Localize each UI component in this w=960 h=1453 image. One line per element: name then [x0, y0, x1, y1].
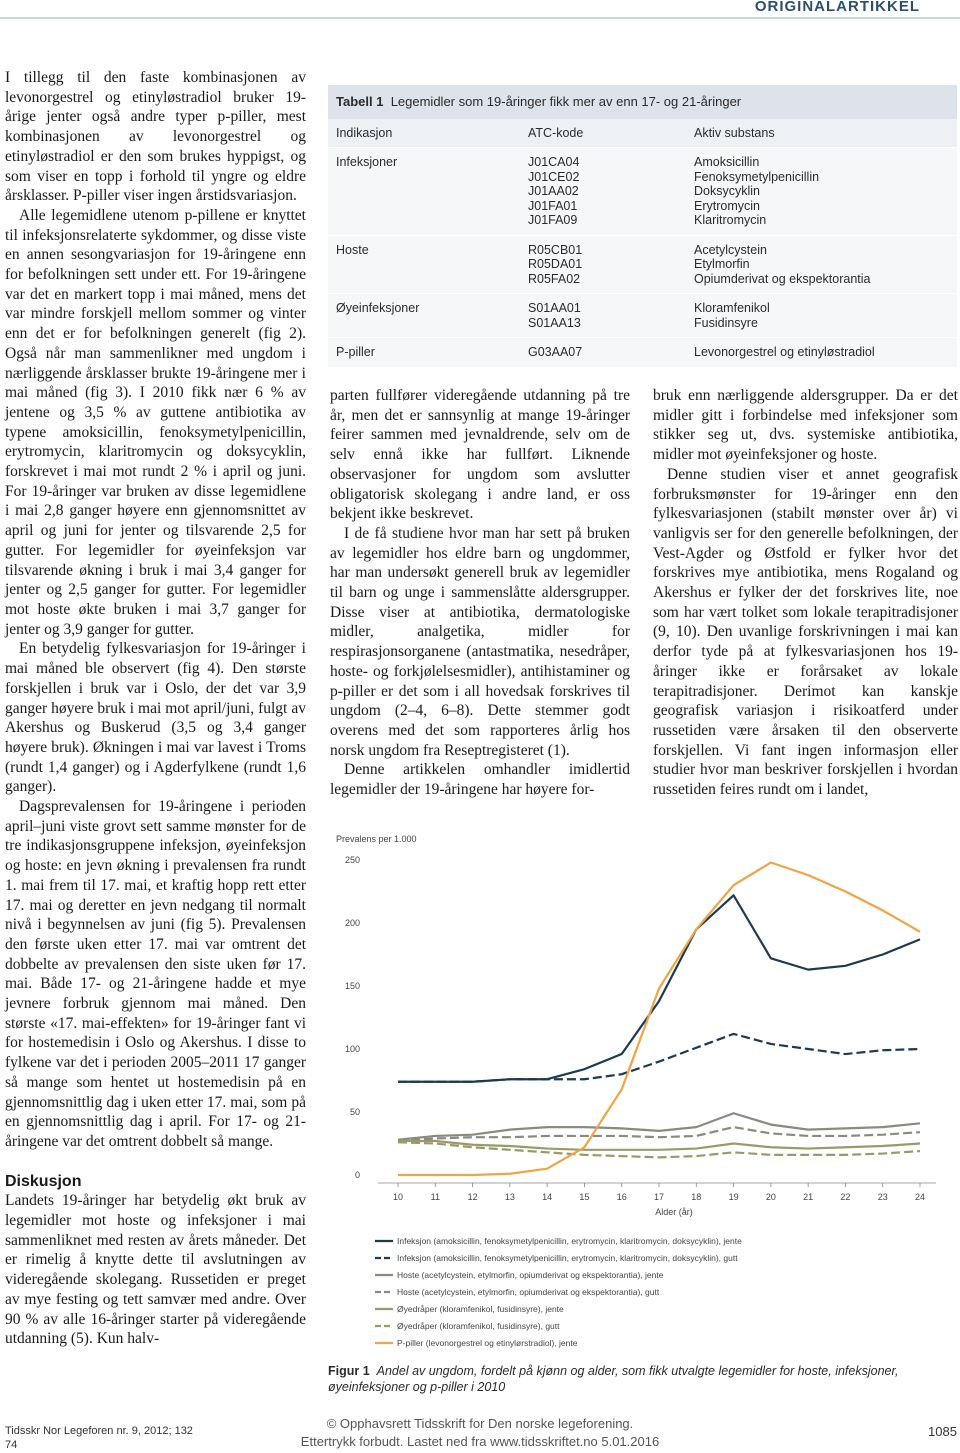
legend-item	[375, 1318, 935, 1335]
legend-label: P-piller (levonorgestrel og etinylørstradiol), jente	[397, 1338, 578, 1348]
subpage-number: 74	[5, 1439, 18, 1451]
paragraph: En betydelig fylkesvariasjon for 19-åringer i mai måned ble observert (fig 4). Den største forskjellen i bruk var i Oslo, der det var 3,9 ganger høyere bruk i mai mot april/juni, fulgt av Akershus og Buskerud (3,5 og 3,4 ganger høyere bruk). Økningen i mai var lavest i Troms (rundt 1,4 ganger) og i Agderfylkene (rundt 1,6 ganger).	[5, 640, 306, 796]
table-cell: Kloramfenikol	[694, 301, 770, 315]
table-cell: Doksycyklin	[694, 184, 760, 198]
table-row	[328, 235, 957, 294]
legend-swatch	[375, 1289, 393, 1295]
column-1	[5, 68, 306, 1349]
table-cell: Levonorgestrel og etinyløstradiol	[694, 345, 875, 359]
x-tick-label: 24	[914, 1192, 926, 1202]
column-3	[653, 386, 958, 800]
table-cell: J01CA04	[528, 155, 580, 169]
x-tick-label: 19	[728, 1192, 739, 1202]
legend-item	[375, 1250, 935, 1267]
table-cell: J01FA09	[528, 213, 578, 227]
section-label: ORIGINALARTIKKEL	[754, 0, 920, 15]
series-line	[398, 1034, 920, 1082]
table-cell: R05CB01	[528, 242, 583, 257]
table-1	[328, 85, 957, 367]
table-cell: Amoksicillin	[694, 155, 760, 169]
x-tick-label: 21	[803, 1192, 814, 1202]
paragraph: Dagsprevalensen for 19-åringene i perioden april–juni viste grovt sett samme mønster for de tre indikasjonsgruppene infeksjon, øyeinfeksjon og hoste: en jevn økning i prevalensen fra rundt 1. mai frem til 17. mai, et kraftig hopp rett etter 17. mai og deretter en jevn nedgang til normalt nivå i begynnelsen av juni (fig 5). Prevalensen den første uken etter 17. mai var omtrent det dobbelte av prevalensen den siste uken før 17. mai. Både 17- og 21-åringene hadde et mye jevnere forbruk gjennom mai måned. Den største «17. mai-effekten» for 19-åringer fant vi for hostemedisin i Oslo og Akershus. I disse to fylkene var det i perioden 2005–2011 17 ganger så mange som hentet ut hostemedisin på en gjennomsnittlig dag i uken etter 17. mai, som på en gjennomsnittlig dag i april. For 17- og 21-åringene var det omtrent dobbelt så mange.	[5, 798, 306, 1150]
y-tick-label: 100	[344, 1044, 360, 1054]
table-cell: J01AA02	[528, 184, 579, 198]
x-tick-label: 16	[616, 1192, 627, 1202]
x-axis-label: Alder (år)	[655, 1207, 693, 1217]
table-cell: Fenoksymetylpenicillin	[694, 169, 820, 184]
paragraph: Alle legemidlene utenom p-pillene er knyttet til infeksjonsrelaterte sykdommer, og disse viste en annen sesongvariasjon for 19-åringene enn for befolkningen sett under ett. For 19-åringene var det en markert topp i mai måned, mens det var mindre forskjell mellom sommer og vinter enn det er for befolkningen generelt (fig 2). Også når man sammenlikner med ungdom i nærliggende årsklasser brukte 19-åringene mer i mai måned (fig 3). I 2010 fikk nær 6 % av jentene og 3,5 % av guttene antibiotika av typene amoksicillin, fenoksymetylpenicillin, erytromycin, klaritromycin og doksycyklin, forskrevet i mai mot rundt 2 % i april og juni. For 19-åringer var bruken av disse legemidlene i mai 2,8 ganger høyere enn gjennomsnittet av april og juni for jenter og tilsvarende 2,5 for gutter. For legemidler for øyeinfeksjon var tilsvarende økning i bruk i mai 3,4 ganger for jenter og 2,5 ganger for gutter. For legemidler mot hoste økte bruken i mai 3,7 ganger for jenter og 3,9 ganger for gutter.	[5, 206, 306, 638]
table-cell: Hoste	[336, 242, 369, 257]
legend-swatch	[375, 1238, 393, 1244]
paragraph: Landets 19-åringer har betydelig økt bruk av legemidler mot hoste og infeksjoner i mai sammenliknet med resten av årets måneder. Det er rimelig å knytte dette til avslutningen av videregående skolegang. Russetiden er preget av mye festing og tett samvær med andre. Over 90 % av alle 16-åringer starter på videregående utdanning (5). Kun halv-	[5, 1192, 306, 1348]
table-title: Legemidler som 19-åringer fikk mer av enn 17- og 21-åringer	[390, 94, 742, 109]
legend-item	[375, 1233, 935, 1250]
x-tick-label: 10	[392, 1192, 404, 1202]
paragraph: I de få studiene hvor man har sett på bruken av legemidler hos eldre barn og ungdommer, har man undersøkt generell bruk av legemidler til barn og unge i sammenslåtte aldersgrupper. Disse viser at antibiotika, dermatologiske midler, analgetika, midler for respirasjonsorganene (antastmatika, nesedråper, hoste- og forkjølelsesmidler), antihistaminer og p-piller er det som i all hovedsak forskrives til ungdom (2–4, 6–8). Dette stemmer godt overens med det som rapporteres årlig hos norsk ungdom fra Reseptregisteret (1).	[330, 524, 630, 759]
x-tick-label: 11	[430, 1192, 440, 1202]
paragraph: Denne artikkelen omhandler imidlertid legemidler der 19-åringene har høyere for-	[330, 761, 630, 799]
x-tick-label: 20	[765, 1192, 776, 1202]
table-header-cell: Aktiv substans	[694, 126, 775, 140]
x-tick-label: 22	[840, 1192, 851, 1202]
paragraph: I tillegg til den faste kombinasjonen av levonorgestrel og etinyløstradiol bruker 19-årige jenter også andre typer p-piller, mest kombinasjonen av levonorgestrel og etinyløstradiol er den som brukes hyppigst, og som viser en topp i forhold til yngre og eldre årsklasser. P-piller viser ingen årstidsvariasjon.	[5, 69, 306, 205]
legend-label: Infeksjon (amoksicillin, fenoksymetylpenicillin, erytromycin, klaritromycin, doksycyklin), gutt	[397, 1253, 738, 1263]
x-tick-label: 15	[579, 1192, 590, 1202]
table-cell: J01FA01	[528, 198, 578, 213]
x-tick-label: 12	[467, 1192, 478, 1202]
table-title-bar	[328, 85, 957, 119]
journal-citation: Tidsskr Nor Legeforen nr. 9, 2012; 132	[5, 1425, 193, 1437]
legend-label: Hoste (acetylcystein, etylmorfin, opiumderivat og ekspektorantia), gutt	[397, 1287, 660, 1297]
paragraph: Denne studien viser et annet geografisk forbruksmønster for 19-åringer enn den fylkesvariasjonen (stabilt mønster over år) vi vanligvis ser for den generelle befolkningen, der Vest-Agder og Østfold er fylker hvor det forskrives mye antibiotika, mens Rogaland og Akershus er fylker der det forskrives lite, noe som har vært tolket som lokale terapitradisjoner (9, 10). Den uvanlige forskrivningen i mai kan derfor tyde på at fylkesvariasjonen hos 19-åringer ikke er forårsaket av lokale terapitradisjoner. Derimot kan kanskje geografisk variasjon i risikoatferd under russetiden være årsaken til den observerte forskjellen. Vi fant ingen informasjon eller studier hvor man beskriver forskjellen i hvordan russetiden feires rundt om i landet,	[653, 465, 958, 799]
copyright-line: Ettertrykk forbudt. Lastet ned fra www.tidsskriftet.no 5.01.2016	[300, 1434, 660, 1449]
table-cell: Øyeinfeksjoner	[336, 301, 420, 315]
table-cell: Opiumderivat og ekspektorantia	[694, 271, 871, 286]
y-tick-label: 150	[344, 981, 360, 991]
x-tick-label: 14	[542, 1192, 553, 1202]
table-cell: G03AA07	[528, 345, 583, 359]
table-cell: S01AA01	[528, 301, 581, 315]
figure-label: Figur 1	[328, 1364, 370, 1378]
table-cell: S01AA13	[528, 315, 581, 330]
column-2	[330, 386, 630, 800]
legend-swatch	[375, 1272, 393, 1278]
legend-swatch	[375, 1340, 393, 1346]
y-tick-label: 200	[344, 918, 360, 928]
page-number: 1085	[928, 1424, 957, 1439]
x-tick-label: 18	[691, 1192, 702, 1202]
header-rule	[0, 17, 960, 19]
journal-footer	[5, 1424, 193, 1452]
figure-caption	[328, 1363, 948, 1395]
paragraph: parten fullfører videregående utdanning på tre år, men det er sannsynlig at mange 19-åringer feirer sammen med jevnaldrende, selv om de selv ennå ikke har fullført. Liknende observasjoner for ungdom som avslutter obligatorisk skolegang i andre land, er oss bekjent ikke beskrevet.	[330, 387, 630, 523]
table-cell: Klaritromycin	[694, 213, 767, 227]
table-cell: P-piller	[336, 345, 375, 359]
x-tick-label: 23	[877, 1192, 888, 1202]
table-cell: J01CE02	[528, 169, 580, 184]
chart-legend	[375, 1233, 935, 1352]
table-cell: Infeksjoner	[336, 155, 398, 169]
table-header-row	[328, 119, 957, 147]
legend-label: Infeksjon (amoksicillin, fenoksymetylpenicillin, erytromycin, klaritromycin, doksycyklin), jente	[397, 1236, 742, 1246]
copyright-line: © Opphavsrett Tidsskrift for Den norske legeforening.	[326, 1416, 634, 1431]
legend-item	[375, 1335, 935, 1352]
table-row	[328, 147, 957, 235]
legend-label: Øyedråper (kloramfenikol, fusidinsyre), gutt	[397, 1321, 560, 1331]
table-cell: Acetylcystein	[694, 242, 767, 257]
discussion-heading: Diskusjon	[5, 1172, 82, 1190]
y-axis-label: Prevalens per 1.000	[336, 834, 417, 844]
x-tick-label: 17	[653, 1192, 665, 1202]
table-header-cell: ATC-kode	[528, 126, 584, 140]
y-tick-label: 50	[349, 1107, 360, 1117]
y-tick-label: 0	[354, 1170, 360, 1180]
legend-item	[375, 1267, 935, 1284]
y-tick-label: 250	[344, 855, 360, 865]
legend-label: Hoste (acetylcystein, etylmorfin, opiumderivat og ekspektorantia), jente	[397, 1270, 664, 1280]
line-chart	[330, 830, 960, 1220]
section-header	[0, 0, 960, 20]
table-cell: R05DA01	[528, 257, 583, 271]
copyright-notice	[280, 1415, 680, 1451]
table-row	[328, 293, 957, 337]
table-cell: Erytromycin	[694, 198, 760, 213]
table-cell: Etylmorfin	[694, 257, 750, 271]
legend-swatch	[375, 1255, 393, 1261]
table-row	[328, 337, 957, 367]
legend-label: Øyedråper (kloramfenikol, fusidinsyre), jente	[397, 1304, 564, 1314]
x-tick-label: 13	[504, 1192, 515, 1202]
legend-item	[375, 1301, 935, 1318]
table-header-cell: Indikasjon	[336, 126, 393, 140]
table-cell: R05FA02	[528, 271, 581, 286]
legend-swatch	[375, 1306, 393, 1312]
legend-item	[375, 1284, 935, 1301]
figure-1-chart	[330, 830, 960, 1220]
paragraph: bruk enn nærliggende aldersgrupper. Da er det midler gitt i forbindelse med infeksjoner som stikker seg ut, dvs. systemiske antibiotika, midler mot øyeinfeksjoner og hoste.	[653, 387, 958, 464]
legend-swatch	[375, 1323, 393, 1329]
figure-caption-text: Andel av ungdom, fordelt på kjønn og alder, som fikk utvalgte legemidler for hoste, infeksjoner, øyeinfeksjoner og p-piller i 2010	[328, 1364, 899, 1394]
table-label: Tabell 1	[336, 94, 384, 109]
table-cell: Fusidinsyre	[694, 315, 758, 330]
